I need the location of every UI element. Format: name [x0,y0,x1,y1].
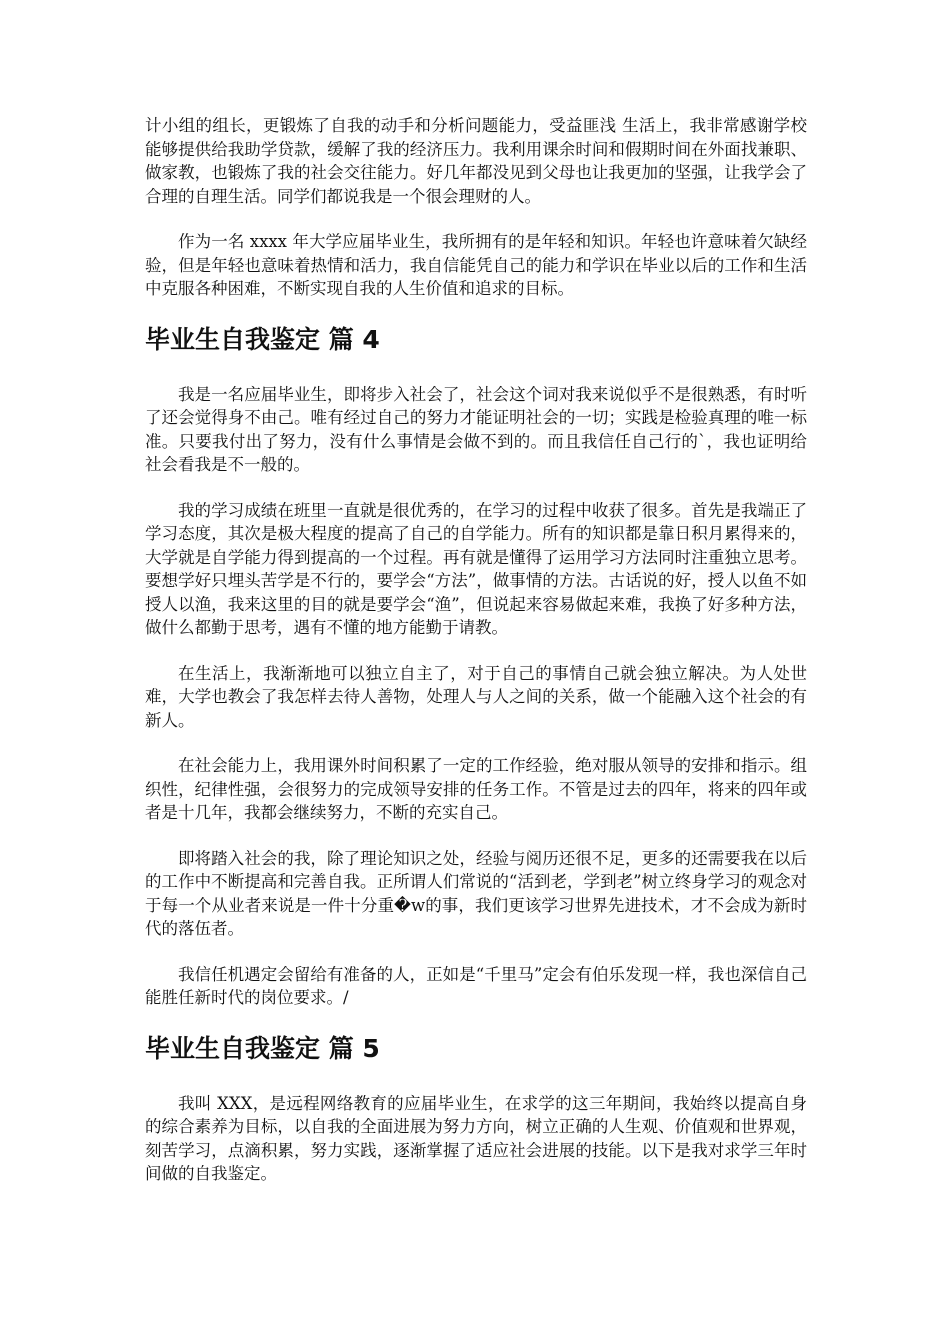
section-title-4: 毕业生自我鉴定 篇 4 [145,324,380,354]
paragraph: 计小组的组长，更锻炼了自我的动手和分析问题能力，受益匪浅 生活上，我非常感谢学校能够提供给我助学贷款，缓解了我的经济压力。我利用课余时间和假期时间在外面找兼职、做家教，也锻炼了我的社会交往能力。好几年都没见到父母也让我更加的坚强，让我学会了合理的自理生活。同学们都说我是一个很会理财的人。 [145,116,807,206]
section-title-5: 毕业生自我鉴定 篇 5 [145,1033,380,1063]
paragraph: 我叫 XXX，是远程网络教育的应届毕业生，在求学的这三年期间，我始终以提高自身的综合素养为目标，以自我的全面进展为努力方向，树立正确的人生观、价值观和世界观，刻苦学习，点滴积累，努力实践，逐渐掌握了适应社会进展的技能。以下是我对求学三年时间做的自我鉴定。 [145,1093,807,1183]
paragraph: 我信任机遇定会留给有准备的人，正如是“千里马”定会有伯乐发现一样，我也深信自己能胜任新时代的岗位要求。/ [145,964,807,1007]
paragraph: 我的学习成绩在班里一直就是很优秀的，在学习的过程中收获了很多。首先是我端正了学习态度，其次是极大程度的提高了自己的自学能力。所有的知识都是靠日积月累得来的，大学就是自学能力得到提高的一个过程。再有就是懂得了运用学习方法同时注重独立思考。要想学好只埋头苦学是不行的，要学会“方法”，做事情的方法。古话说的好，授人以鱼不如授人以渔，我来这里的目的就是要学会“渔”，但说起来容易做起来难，我换了好多种方法，做什么都勤于思考，遇有不懂的地方能勤于请教。 [145,500,807,637]
paragraph: 在社会能力上，我用课外时间积累了一定的工作经验，绝对服从领导的安排和指示。组织性，纪律性强，会很努力的完成领导安排的任务工作。不管是过去的四年，将来的四年或者是十几年，我都会继续努力，不断的充实自己。 [145,756,807,822]
paragraph: 我是一名应届毕业生，即将步入社会了，社会这个词对我来说似乎不是很熟悉，有时听了还会觉得身不由己。唯有经过自己的努力才能证明社会的一切；实践是检验真理的唯一标准。只要我付出了努力，没有什么事情是会做不到的。而且我信任自己行的`，我也证明给社会看我是不一般的。 [145,384,807,474]
paragraph: 作为一名 xxxx 年大学应届毕业生，我所拥有的是年轻和知识。年轻也许意味着欠缺经验，但是年轻也意味着热情和活力，我自信能凭自己的能力和学识在毕业以后的工作和生活中克服各种困难，不断实现自我的人生价值和追求的目标。 [145,232,807,298]
paragraph: 在生活上，我渐渐地可以独立自主了，对于自己的事情自己就会独立解决。为人处世难，大学也教会了我怎样去待人善物，处理人与人之间的关系，做一个能融入这个社会的有新人。 [145,663,807,730]
document-page [145,114,807,1208]
paragraph: 即将踏入社会的我，除了理论知识之处，经验与阅历还很不足，更多的还需要我在以后的工作中不断提高和完善自我。正所谓人们常说的“活到老，学到老”树立终身学习的观念对于每一个从业者来说是一件十分重�w的事，我们更该学习世界先进技术，才不会成为新时代的落伍者。 [145,848,807,938]
